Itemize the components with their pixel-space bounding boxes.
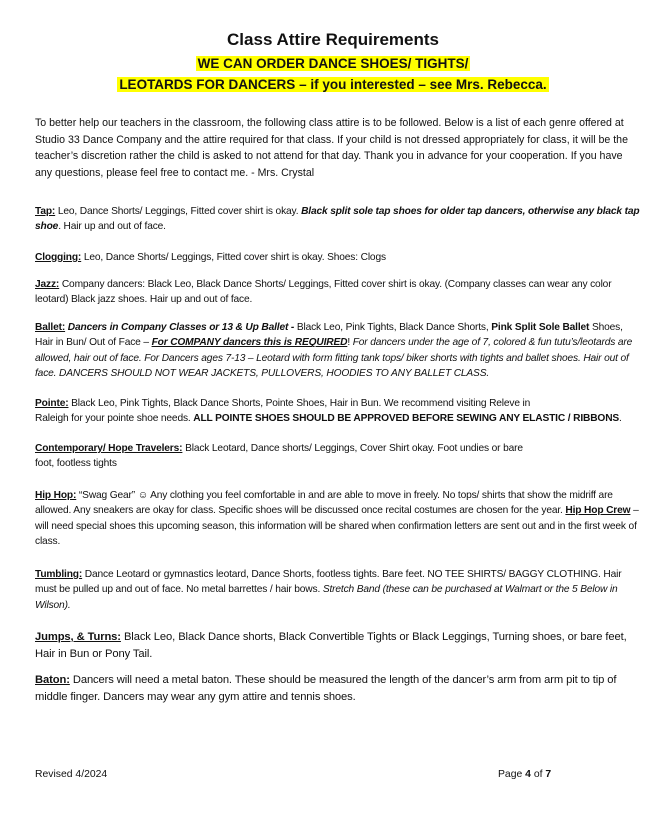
pointe-approval-note: ALL POINTE SHOES SHOULD BE APPROVED BEFORE SEWING ANY ELASTIC / RIBBONS <box>193 413 620 425</box>
footer-revised: Revised 4/2024 <box>35 769 108 780</box>
page-total: 7 <box>545 769 552 780</box>
jazz-text: Company dancers: Black Leo, Black Dance Shorts/ Leggings, Fitted cover shirt is okay. (Company classes can wear any color leotard) Black jazz shoes. Hair up and out of face. <box>35 279 612 306</box>
tap-tail: . Hair up and out of face. <box>58 221 166 233</box>
pointe-text-2: Raleigh for your pointe shoe needs. <box>35 413 194 425</box>
contemporary-text-1: Black Leotard, Dance shorts/ Leggings, Cover Shirt okay. Foot undies or bare <box>182 443 523 454</box>
highlight-line-1 <box>0 54 666 73</box>
section-heading-tumbling: Tumbling: <box>35 569 83 580</box>
intro-paragraph: To better help our teachers in the classroom, the following class attire is to be followed. Below is a list of each genre offered at Studio 33 Dance Company and the attire required for that class. If your child is not dressed appropriately for class, it will be the teacher’s discretion rather the child is asked to not attend for that day. Thank you in advance for your cooperation. If you have any questions, please feel free to contact me. - Mrs. Crystal <box>35 117 628 179</box>
hip-hop-text-2: – will need special shoes this upcoming season, this information will be shared when confirmation letters are sent out and in the first week of class. <box>35 505 639 548</box>
section-heading-ballet: Ballet: <box>35 322 66 333</box>
section-hip-hop <box>35 488 640 550</box>
jumps-turns-text: Black Leo, Black Dance shorts, Black Convertible Tights or Black Leggings, Turning shoes, or bare feet, Hair in Bun or Pony Tail. <box>35 631 627 660</box>
section-baton <box>35 672 640 705</box>
contemporary-text-2: foot, footless tights <box>35 458 117 470</box>
ballet-text-1: Black Leo, Pink Tights, Black Dance Shorts, <box>294 322 492 333</box>
page-title: Class Attire Requirements <box>227 30 439 49</box>
highlight-text-1: WE CAN ORDER DANCE SHOES/ TIGHTS/ <box>197 56 469 71</box>
ballet-intro: Dancers in Company Classes or 13 & Up Ballet - <box>65 322 295 333</box>
ballet-shoe-note: Pink Split Sole Ballet <box>491 322 590 333</box>
section-tumbling <box>35 567 640 613</box>
section-heading-jazz: Jazz: <box>35 279 60 290</box>
pointe-text-1: Black Leo, Pink Tights, Black Dance Shorts, Pointe Shoes, Hair in Bun. We recommend visiting Releve in <box>68 398 531 409</box>
clogging-text: Leo, Dance Shorts/ Leggings, Fitted cover shirt is okay. Shoes: Clogs <box>81 252 386 263</box>
highlight-line-2 <box>0 75 666 94</box>
section-heading-baton: Baton: <box>35 674 70 686</box>
section-heading-tap: Tap: <box>35 206 56 217</box>
highlight-text-2: LEOTARDS FOR DANCERS – if you interested – see Mrs. Rebecca. <box>119 77 547 92</box>
tumbling-stretch-band-note: Stretch Band (these can be purchased at Walmart or the 5 Below in Wilson). <box>35 584 618 611</box>
page-of: of <box>530 769 546 780</box>
page-current: 4 <box>525 769 531 780</box>
section-heading-contemporary: Contemporary/ Hope Travelers: <box>35 443 183 454</box>
section-heading-clogging: Clogging: <box>35 252 82 263</box>
section-contemporary <box>35 441 640 472</box>
section-tap <box>35 204 640 235</box>
page-prefix: Page <box>498 769 526 780</box>
section-heading-jumps-turns: Jumps, & Turns: <box>35 631 121 643</box>
pointe-tail: . <box>619 413 622 425</box>
hip-hop-text-1: “Swag Gear” ☺ Any clothing you feel comfortable in and are able to move in freely. No tops/ shirts that show the midriff are allowed. Any sneakers are okay for class. Specific shoes will be discussed once recital costumes are chosen for the year. <box>35 490 613 517</box>
ballet-text-2: Shoes, Hair in Bun/ Out of Face – <box>35 322 623 349</box>
tap-shoe-note: Black split sole tap shoes for older tap dancers, otherwise any black tap shoe <box>35 206 640 233</box>
section-jazz <box>35 277 640 308</box>
section-clogging <box>35 250 640 265</box>
tap-text: Leo, Dance Shorts/ Leggings, Fitted cover shirt is okay. <box>55 206 302 217</box>
footer-page-number <box>498 768 551 782</box>
section-ballet <box>35 320 640 382</box>
section-jumps-turns <box>35 629 640 662</box>
hip-hop-crew-label: Hip Hop Crew <box>565 505 631 517</box>
tumbling-text: Dance Leotard or gymnastics leotard, Dance Shorts, footless tights. Bare feet. NO TEE SHIRTS/ BAGGY CLOTHING. Hair must be pulled up and out of face. No metal barrettes / hair bows. <box>35 569 622 596</box>
section-pointe <box>35 396 640 427</box>
ballet-age-note: For dancers under the age of 7, colored & fun tutu’s/leotards are allowed, hair out of face. For Dancers ages 7-13 – Leotard with form fitting tank tops/ biker shorts with tights and ballet shoes. Hair out of face. DANCERS SHOULD NOT WEAR JACKETS, PULLOVERS, HOODIES TO ANY BALLET CLASS. <box>35 337 633 380</box>
ballet-text-3: ! <box>347 337 353 349</box>
baton-text: Dancers will need a metal baton. These should be measured the length of the dancer’s arm from arm pit to tip of middle finger. Dancers may wear any gym attire and tennis shoes. <box>35 674 617 703</box>
section-heading-hip-hop: Hip Hop: <box>35 490 77 501</box>
section-heading-pointe: Pointe: <box>35 398 69 409</box>
ballet-required-note: For COMPANY dancers this is REQUIRED <box>151 337 348 349</box>
